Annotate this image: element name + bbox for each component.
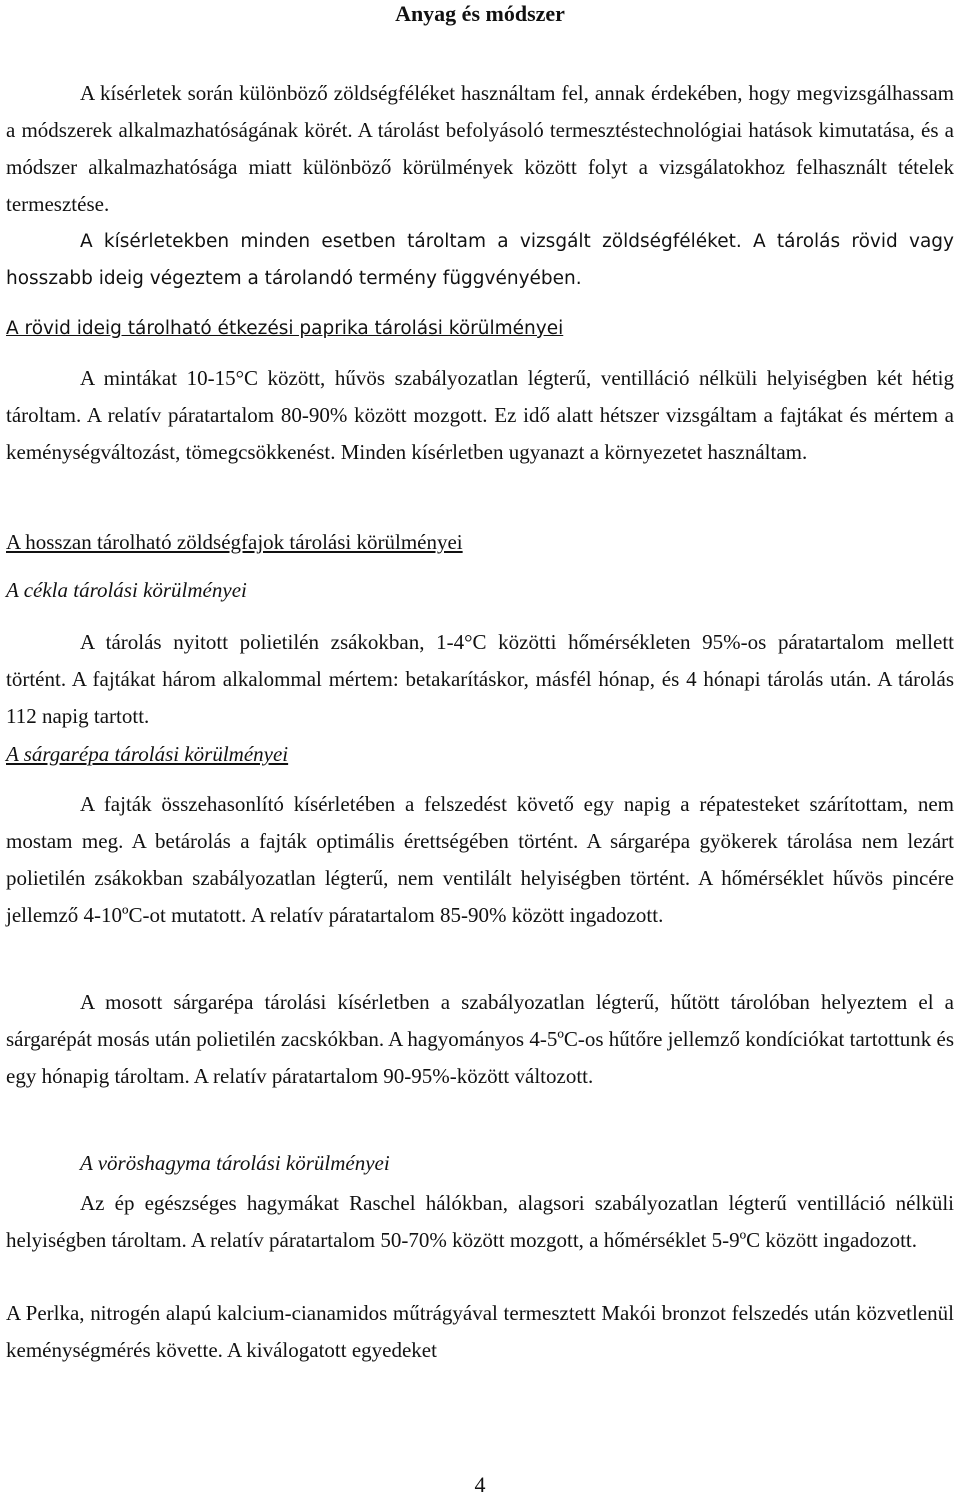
sargarepa-paragraph-2: A mosott sárgarépa tárolási kísérletben a szabályozatlan légterű, hűtött tárolóban helyeztem el a sárgarépát mosás után polietilén zacskókban. A hagyományos 4-5ºC-os hűtőre jellemző kondíciókat tartottunk és egy hónapig tároltam. A relatív páratartalom 90-95%-között változott. [6,990,954,1088]
paprika-heading: A rövid ideig tárolható étkezési paprika tárolási körülményei [6,318,564,339]
voroshagyma-paragraph-1: Az ép egészséges hagymákat Raschel hálókban, alagsori szabályozatlan légterű ventilláció nélküli helyiségben tároltam. A relatív páratartalom 50-70% között mozgott, a hőmérséklet 5-9ºC között ingadozott. [6,1191,954,1252]
cekla-heading: A cékla tárolási körülményei [6,578,247,602]
voroshagyma-paragraph-2: A Perlka, nitrogén alapú kalcium-cianamidos műtrágyával termesztett Makói bronzot felszedés után közvetlenül keménységmérés követte. A kiválogatott egyedeket [6,1301,954,1362]
intro-paragraph-2: A kísérletekben minden esetben tároltam a vizsgált zöldségféléket. A tárolás rövid vagy hosszabb ideig végeztem a tárolandó termény függvényében. [6,231,954,289]
voroshagyma-heading: A vöröshagyma tárolási körülményei [80,1151,390,1175]
long-storage-heading: A hosszan tárolható zöldségfajok tárolási körülményei [6,530,463,554]
sargarepa-paragraph-1: A fajták összehasonlító kísérletében a felszedést követő egy napig a répatesteket szárítottam, nem mostam meg. A betárolás a fajták optimális érettségében történt. A sárgarépa gyökerek tárolása nem lezárt polietilén zsákokban szabályozatlan légterű, nem ventilált helyiségben történt. A hőmérséklet hűvös pincére jellemző 4-10ºC-ot mutatott. A relatív páratartalom 85-90% között ingadozott. [6,792,954,927]
intro-paragraph: A kísérletek során különböző zöldségféléket használtam fel, annak érdekében, hogy megvizsgálhassam a módszerek alkalmazhatóságának körét. A tárolást befolyásoló termesztéstechnológiai hatások kimutatása, és a módszer alkalmazhatósága miatt különböző körülmények között folyt a vizsgálatokhoz felhasznált tételek termesztése. [6,81,954,216]
page-number: 4 [474,1472,486,1497]
cekla-paragraph: A tárolás nyitott polietilén zsákokban, 1-4°C közötti hőmérsékleten 95%-os páratartalom mellett történt. A fajtákat három alkalommal mértem: betakarításkor, másfél hónap, és 4 hónapi tárolás után. A tárolás 112 napig tartott. [6,630,954,728]
paprika-paragraph: A mintákat 10-15°C között, hűvös szabályozatlan légterű, ventilláció nélküli helyiségben két hétig tároltam. A relatív páratartalom 80-90% között mozgott. Ez idő alatt hétszer vizsgáltam a fajtákat és mértem a keménységváltozást, tömegcsökkenést. Minden kísérletben ugyanazt a környezetet használtam. [6,366,954,464]
section-heading: Anyag és módszer [395,1,565,26]
sargarepa-heading: A sárgarépa tárolási körülményei [6,742,289,766]
